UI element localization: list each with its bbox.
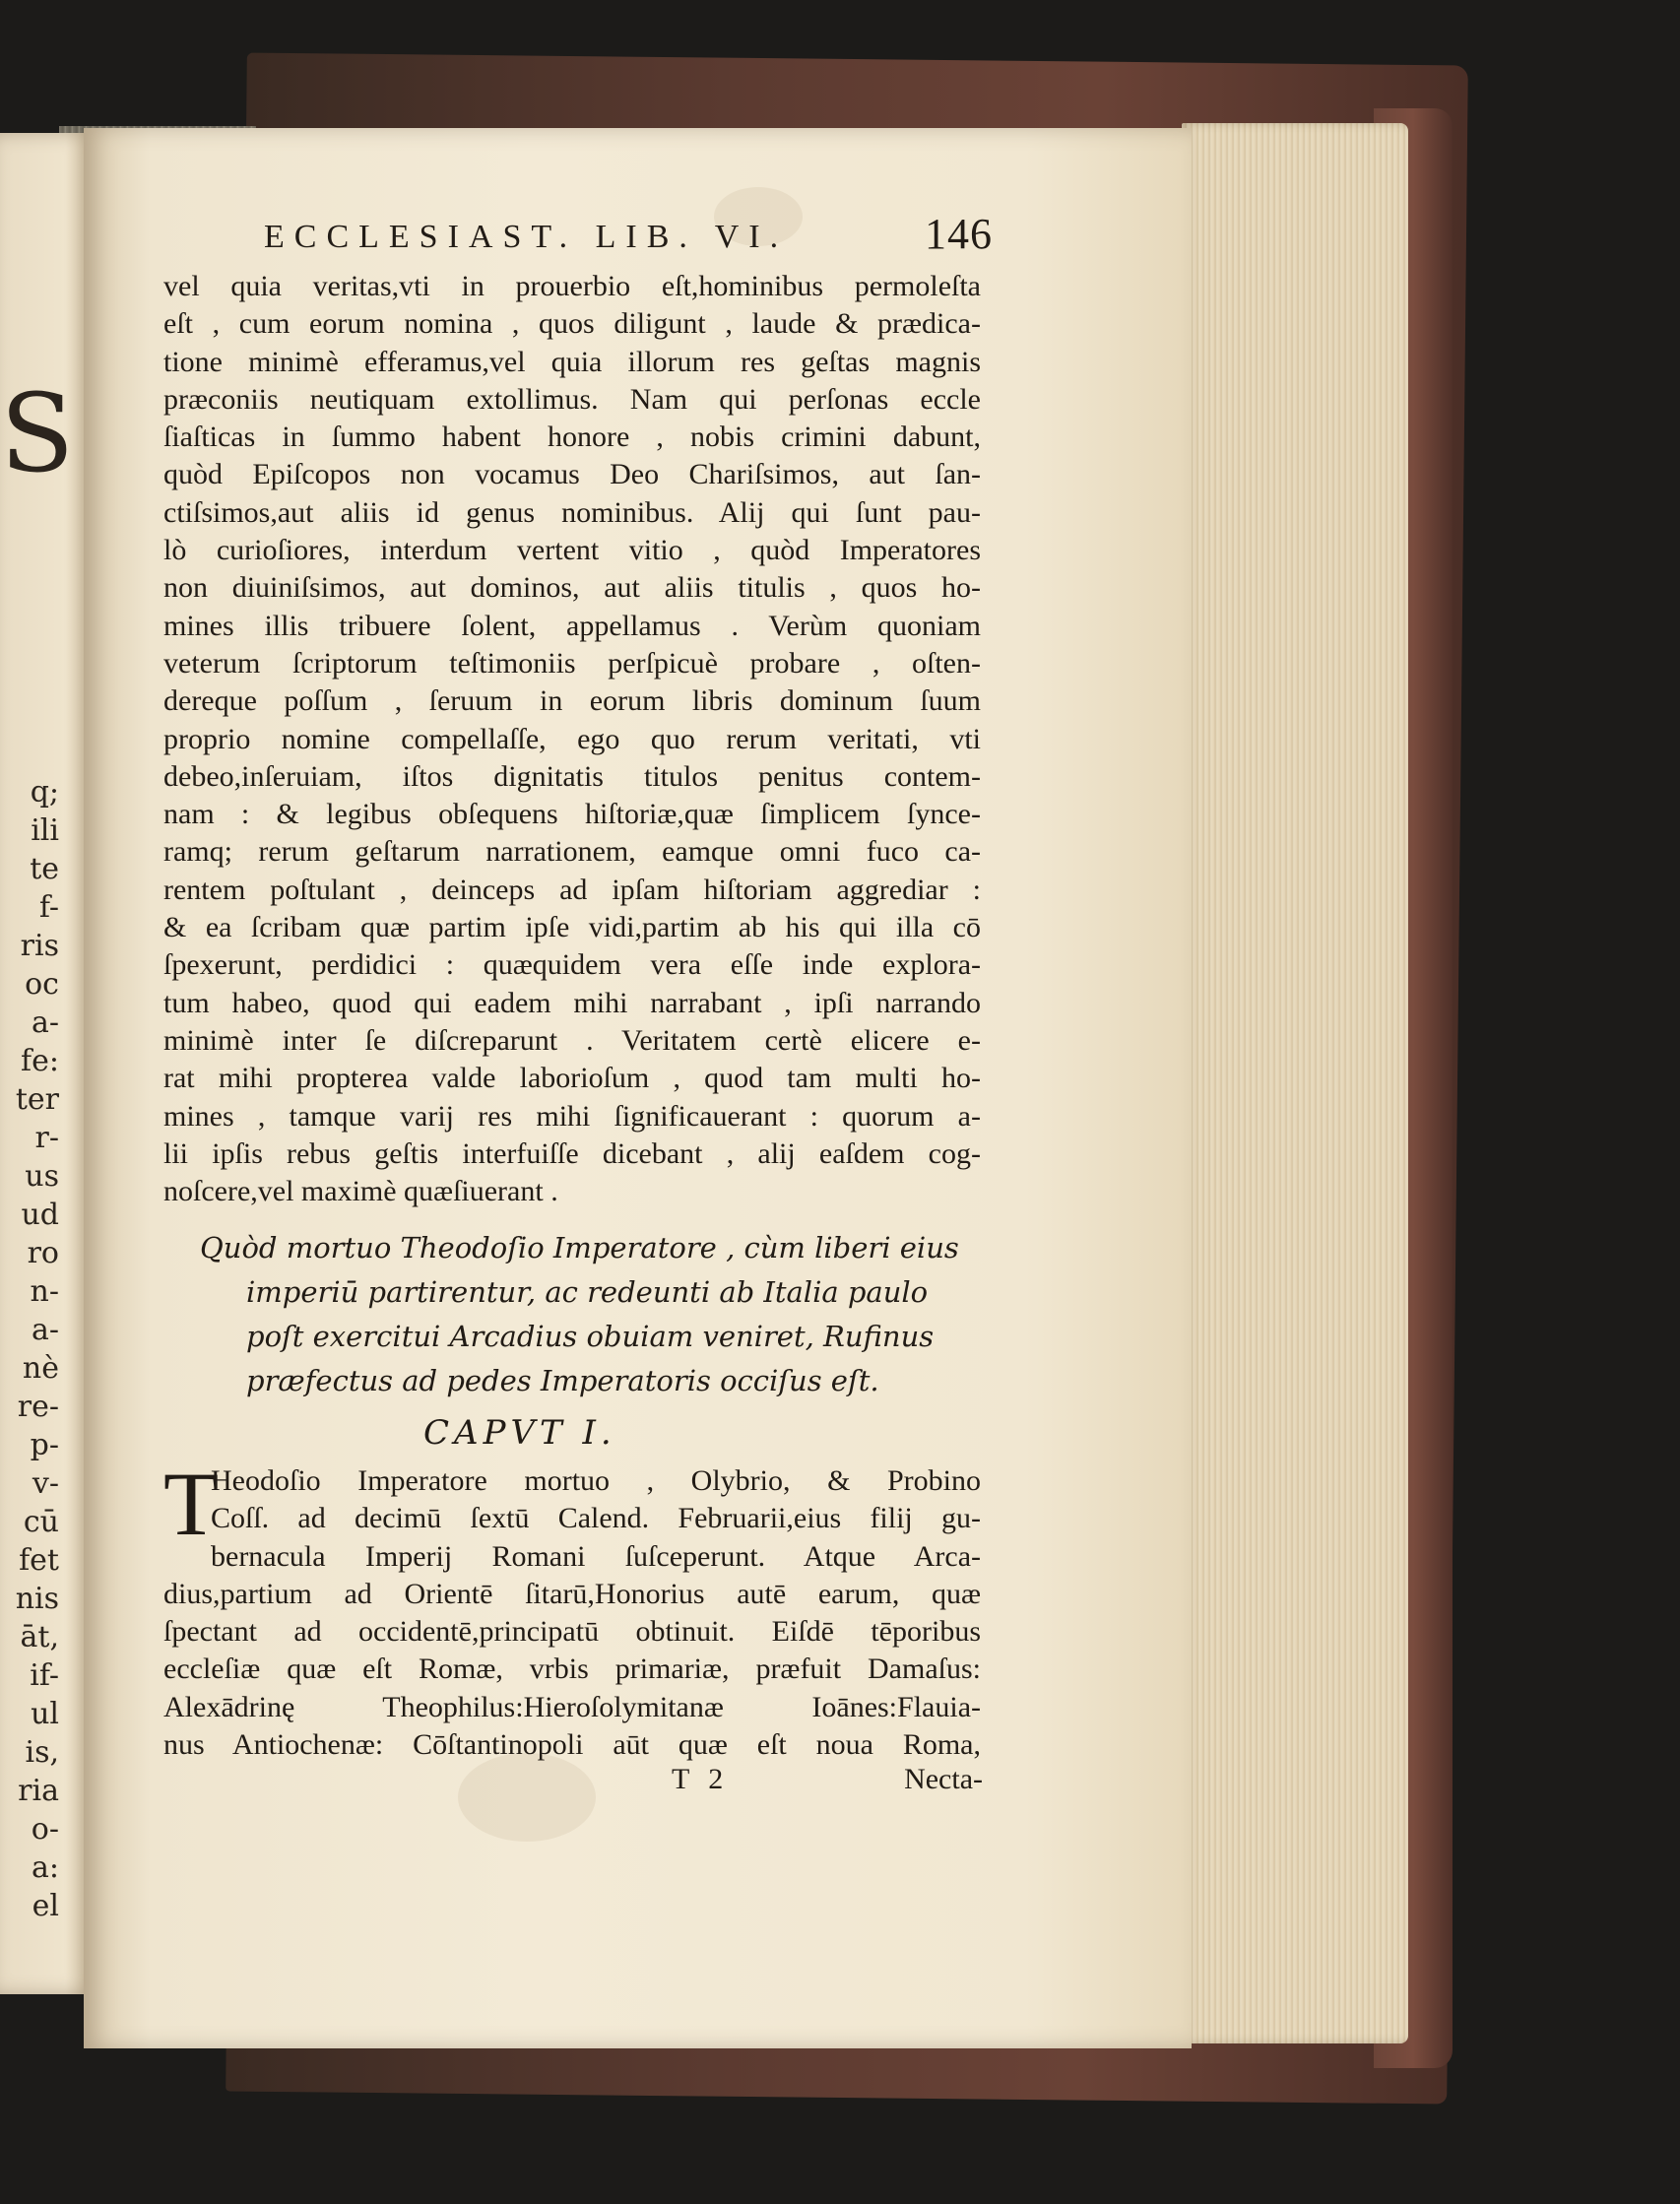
text-line: rentem poſtulant , deinceps ad ipſam hiſtoriam aggrediar : [163, 873, 981, 906]
text-line: mines , tamque varij res mihi ſignificauerant : quorum a- [163, 1099, 981, 1133]
text-line: ramq; rerum geſtarum narrationem, eamque omni fuco ca- [163, 835, 981, 869]
left-page-fragment: el [32, 1889, 59, 1923]
left-page-fragment: a: [32, 1850, 59, 1885]
text-line: Quòd mortuo Theodoſio Imperatore , cùm liberi eius [200, 1231, 959, 1264]
text-line: vel quia veritas,vti in prouerbio eſt,hominibus permoleſta [163, 270, 981, 302]
left-page-large-letter: S [0, 370, 75, 496]
left-page-fragment: if- [30, 1658, 59, 1693]
text-line: Alexādrinę Theophilus:Hieroſolymitanæ Ioānes:Flauia- [163, 1690, 981, 1723]
text-line: eſt , cum eorum nomina , quos diligunt , laude & prædica- [163, 307, 981, 341]
running-head [264, 210, 993, 266]
text-line: mines illis tribuere ſolent, appellamus . Verùm quoniam [163, 609, 981, 642]
catchword: Necta- [904, 1763, 983, 1795]
left-page-fragment: r- [34, 1121, 59, 1155]
running-head-title: ECCLESIAST. LIB. VI. [264, 219, 789, 255]
left-page [0, 133, 94, 1994]
text-line: debeo,inſeruiam, iſtos dignitatis titulos penitus contem- [163, 759, 981, 793]
left-page-fragment: te [30, 852, 59, 886]
left-page-fragment: cū [23, 1505, 59, 1539]
text-line: Heodoſio Imperatore mortuo , Olybrio, & Probino [211, 1464, 981, 1497]
text-line: imperiū partirentur, ac redeunti ab Italia paulo [246, 1275, 929, 1309]
left-page-fragment: re- [17, 1390, 59, 1424]
left-page-fragment: fet [19, 1543, 59, 1578]
page-stain [458, 1753, 596, 1842]
left-page-fragment: is, [25, 1735, 59, 1770]
chapter-summary-heading [200, 1226, 959, 1403]
text-line: veterum ſcriptorum teſtimoniis perſpicuè probare , oſten- [163, 646, 981, 680]
text-line: eccleſiæ quæ eſt Romæ, vrbis primariæ, præfuit Damaſus: [163, 1653, 981, 1686]
text-line: poſt exercitui Arcadius obuiam veniret, Rufinus [246, 1320, 935, 1353]
text-line: nam : & legibus obſequens hiſtoriæ,quæ ſimplicem ſynce- [163, 798, 981, 831]
text-line: ctiſsimos,aut aliis id genus nominibus. Alij qui ſunt pau- [163, 495, 981, 529]
text-line: non diuiniſsimos, aut dominos, aut aliis titulis , quos ho- [163, 571, 981, 605]
catchline [660, 1763, 983, 1802]
text-line: nus Antiochenæ: Cōſtantinopoli aūt quæ eſt noua Roma, [163, 1728, 981, 1762]
page-fore-edge [1182, 123, 1408, 2043]
text-line: dius,partium ad Orientē ſitarū,Honorius autē earum, quæ [163, 1577, 981, 1610]
left-page-fragment: fe: [21, 1044, 59, 1078]
left-page-fragment: v- [32, 1466, 59, 1501]
left-page-fragment: a- [31, 1005, 59, 1040]
left-page-fragment: a- [31, 1313, 59, 1347]
chapter-text [163, 1454, 981, 1764]
text-line: noſcere,vel maximè quæſiuerant . [163, 1175, 558, 1208]
text-line: & ea ſcribam quæ partim ipſe vidi,partim ab his qui illa cō [163, 911, 981, 944]
left-page-fragment: ria [18, 1774, 59, 1808]
left-page-fragment: ili [31, 813, 59, 848]
left-page-fragment: ris [20, 929, 59, 963]
left-page-fragment: oc [25, 967, 59, 1002]
text-line: lii ipſis rebus geſtis interfuiſſe dicebant , alij eaſdem cog- [163, 1136, 981, 1170]
left-page-fragment: n- [30, 1274, 59, 1309]
text-line: minimè inter ſe diſcreparunt . Veritatem certè elicere e- [163, 1023, 981, 1057]
left-page-fragment: q; [30, 775, 59, 810]
left-page-fragment: ud [21, 1198, 59, 1232]
left-page-fragment: o- [31, 1812, 59, 1847]
text-line: bernacula Imperij Romani ſuſceperunt. Atque Arca- [211, 1539, 981, 1573]
left-page-fragment: us [25, 1159, 59, 1194]
left-page-fragment: āt, [20, 1620, 59, 1654]
left-page-fragments [0, 773, 59, 1925]
left-page-fragment: ro [27, 1236, 59, 1270]
caput-label: CAPVT I. [423, 1413, 616, 1453]
body-text [163, 268, 981, 1210]
text-line: lò curioſiores, interdum vertent vitio , quòd Imperatores [163, 534, 981, 567]
left-page-fragment: ul [31, 1697, 59, 1731]
text-line: dereque poſſum , ſeruum in eorum libris dominum ſuum [163, 684, 981, 718]
folio-number: 146 [925, 210, 993, 258]
text-line: ſpectant ad occidentē,principatū obtinuit. Eiſdē tēporibus [163, 1615, 981, 1649]
left-page-fragment: p- [30, 1428, 59, 1462]
signature-mark: T 2 [672, 1763, 730, 1795]
text-line: ſiaſticas in ſummo habent honore , nobis crimini dabunt, [163, 421, 981, 454]
text-line: tione minimè efferamus,vel quia illorum res geſtas magnis [163, 345, 981, 378]
text-line: proprio nomine compellaſſe, ego quo rerum veritati, vti [163, 722, 981, 755]
left-page-fragment: nè [22, 1351, 59, 1386]
text-line: rat mihi propterea valde laborioſum , quod tam multi ho- [163, 1062, 981, 1095]
left-page-fragment: ter [15, 1082, 59, 1117]
text-line: quòd Epiſcopos non vocamus Deo Chariſsimos, aut ſan- [163, 458, 981, 491]
text-line: Coſſ. ad decimū ſextū Calend. Februarii,eius filij gu- [211, 1502, 981, 1535]
text-line: præconiis neutiquam extollimus. Nam qui perſonas eccle [163, 382, 981, 416]
left-page-fragment: f- [38, 890, 59, 925]
drop-cap: T [163, 1454, 220, 1554]
text-line: ſpexerunt, perdidici : quæquidem vera eſſe inde explora- [163, 948, 981, 982]
text-line: tum habeo, quod qui eadem mihi narrabant , ipſi narrando [163, 986, 981, 1019]
left-page-fragment: nis [15, 1582, 59, 1616]
text-line: præfectus ad pedes Imperatoris occiſus eſt. [246, 1364, 879, 1397]
